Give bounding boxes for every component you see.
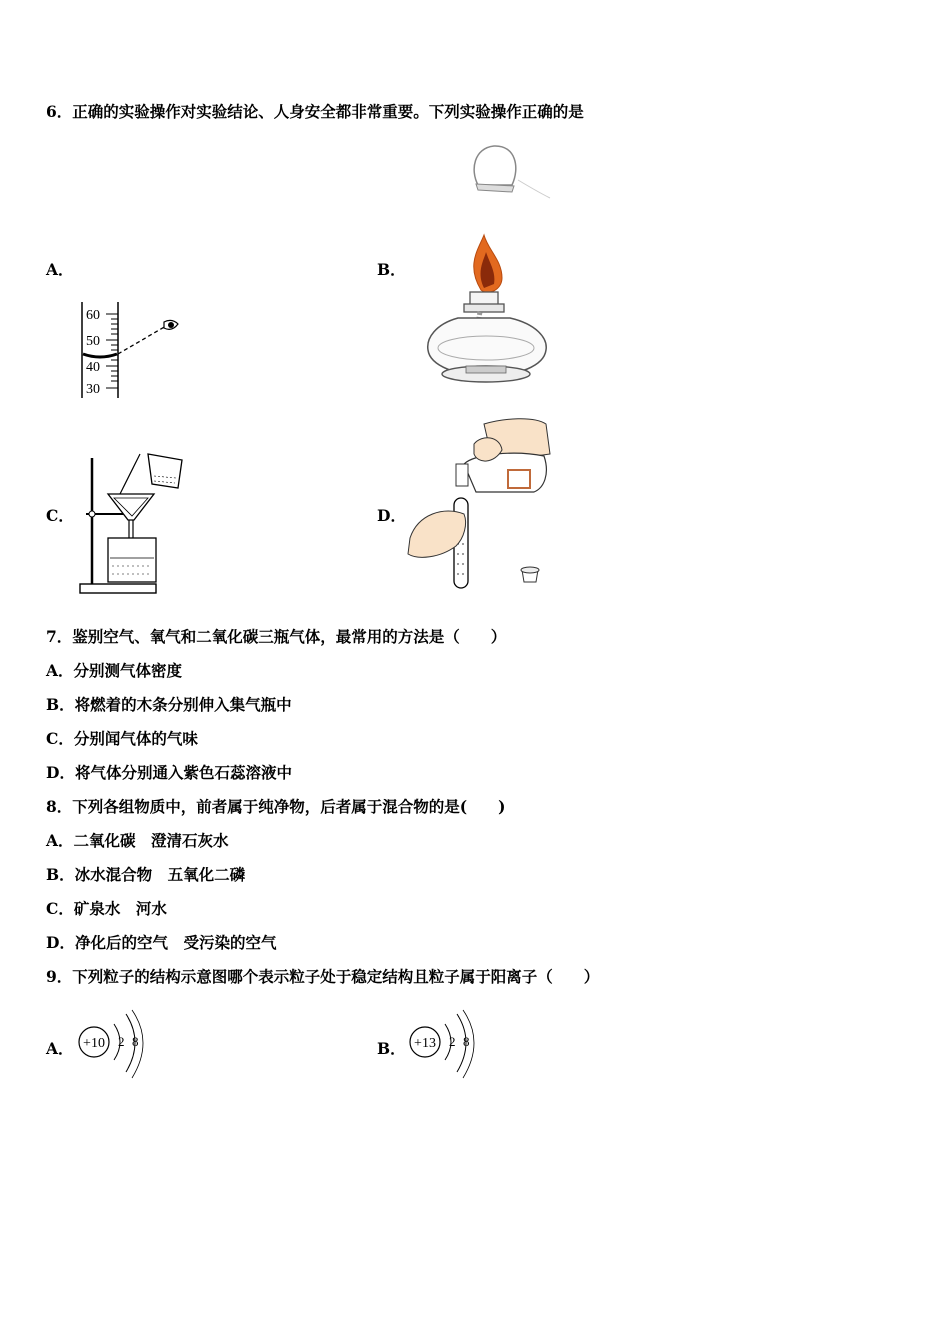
shell-b-2: 8 [463,1034,470,1049]
question-9-stem: 9．下列粒子的结构示意图哪个表示粒子处于稳定结构且粒子属于阳离子（ ） [46,967,600,986]
q6-option-d-label: D． [377,506,406,525]
nucleus-charge-b: +13 [414,1036,436,1051]
cylinder-tick-40: 40 [86,360,100,375]
q9-option-a-label: A． [46,1039,74,1058]
q6-option-c-label: C． [46,506,74,525]
q7-option-d: D．将气体分别通入紫色石蕊溶液中 [46,763,292,782]
graduated-cylinder-figure [74,298,194,402]
atomic-structure-a [74,1006,154,1082]
pouring-liquid-figure [404,414,560,594]
question-6-stem: 6．正确的实验操作对实验结论、人身安全都非常重要。下列实验操作正确的是 [46,102,584,121]
cylinder-tick-50: 50 [86,334,100,349]
q8-option-d: D．净化后的空气 受污染的空气 [46,933,277,952]
atomic-structure-b [405,1006,485,1082]
q7-option-a: A．分别测气体密度 [46,661,183,680]
shell-b-1: 2 [449,1034,456,1049]
q6-option-a-label: A． [46,260,74,279]
shell-a-1: 2 [118,1034,125,1049]
alcohol-lamp-figure [418,140,568,390]
shell-a-2: 8 [132,1034,139,1049]
filtration-figure [74,446,194,598]
cylinder-tick-60: 60 [86,308,100,323]
q8-option-b: B．冰水混合物 五氧化二磷 [46,865,246,884]
q9-option-b-label: B． [377,1039,406,1058]
cylinder-tick-30: 30 [86,382,100,397]
q7-option-b: B．将燃着的木条分别伸入集气瓶中 [46,695,292,714]
q8-option-a: A．二氧化碳 澄清石灰水 [46,831,229,850]
q7-option-c: C．分别闻气体的气味 [46,729,198,748]
question-8-stem: 8．下列各组物质中，前者属于纯净物，后者属于混合物的是( ) [46,797,506,816]
question-7-stem: 7．鉴别空气、氧气和二氧化碳三瓶气体，最常用的方法是（ ） [46,627,507,646]
q6-option-b-label: B． [377,260,406,279]
q8-option-c: C．矿泉水 河水 [46,899,167,918]
nucleus-charge-a: +10 [83,1036,105,1051]
